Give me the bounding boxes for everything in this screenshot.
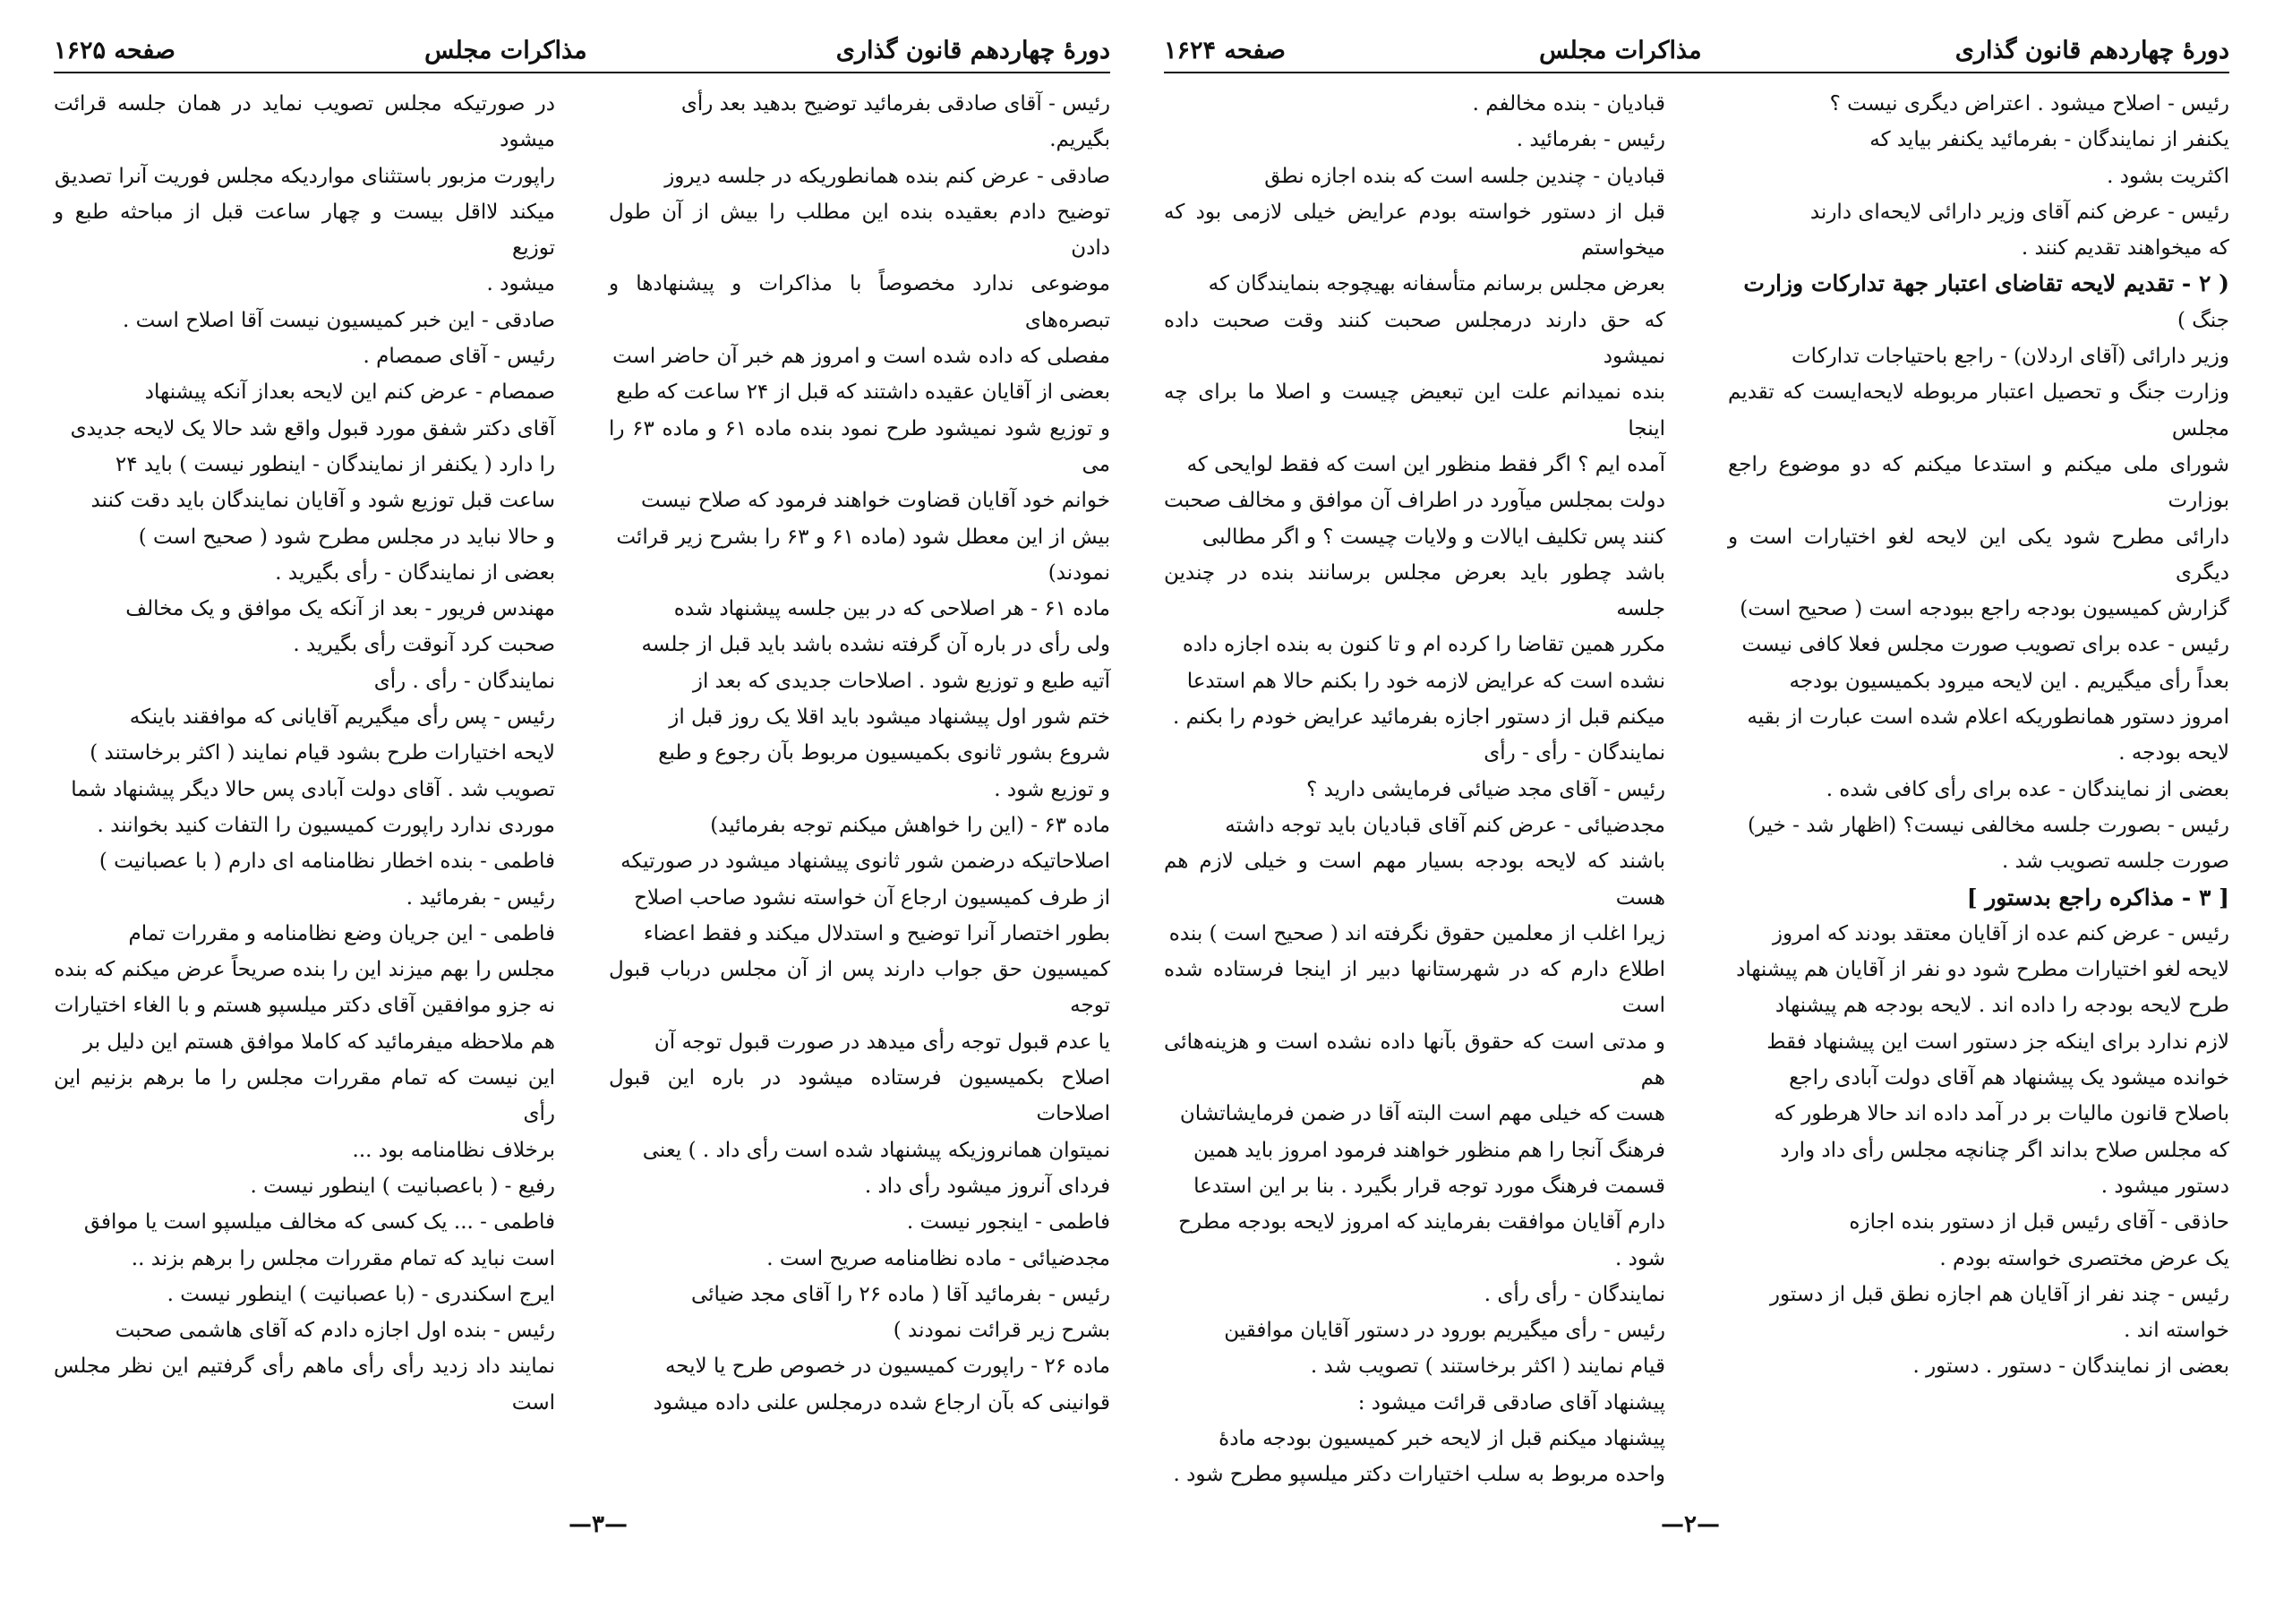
header-title: مذاکرات مجلس — [424, 36, 587, 64]
text-line: پیشنهاد آقای صادقی قرائت میشود : — [1357, 1390, 1665, 1415]
text-line: باشند که لایحه بودجه بسیار مهم است و خیلی لازم هم هست — [1164, 850, 1665, 910]
text-line: رئیس - بفرمائید . — [406, 885, 555, 910]
text-line: فاطمی - بنده اخطار نظامنامه ای دارم ( با عصبانیت ) — [98, 850, 555, 874]
text-line: صحبت کرد آنوقت رأی بگیرید . — [293, 633, 555, 657]
text-line: است نباید که تمام مقررات مجلس را برهم بزند .. — [131, 1246, 555, 1270]
text-line: بیش از این معطل شود (ماده ۶۱ و ۶۳ را بشرح زیر قرائت — [616, 525, 1110, 549]
text-line: گزارش کمیسیون بودجه راجع ببودجه است ( صحیح است) — [1740, 597, 2229, 621]
text-line: رئیس - عرض کنم آقای وزیر دارائی لایحه‌ای دارند — [1809, 200, 2229, 224]
text-line: باشد چطور باید بعرض مجلس برسانند بنده در چندین جلسه — [1164, 560, 1665, 621]
text-line: ولی رأی در باره آن گرفته نشده باشد باید قبل از جلسه — [641, 633, 1110, 657]
text-line: لایحه بودجه . — [2118, 741, 2229, 765]
text-line: که میخواهند تقدیم کنند . — [2021, 236, 2229, 261]
text-line: رئیس - پس رأی میگیریم آقایانی که موافقند باینکه — [129, 705, 555, 730]
text-line: بنده نمیدانم علت این تبعیض چیست و اصلا ما برای چه اینجا — [1164, 380, 1665, 440]
text-line: قبل از دستور خواسته بودم عرایض خیلی لازمی بود که میخواستم — [1164, 200, 1665, 261]
text-line: بعضی از نمایندگان - دستور . دستور . — [1912, 1355, 2229, 1379]
text-line: خوانده میشود یک پیشنهاد هم آقای دولت آبادی راجع — [1789, 1066, 2229, 1090]
text-line: این نیست که تمام مقررات مجلس را ما برهم بزنیم این رأی — [54, 1066, 555, 1126]
text-line: ماده ۶۳ - (این را خواهش میکنم توجه بفرمائید) — [710, 813, 1110, 837]
text-line: جنگ ) — [2177, 308, 2229, 332]
page-number: صفحه ۱۶۲۴ — [1164, 36, 1286, 64]
text-line: رئیس - بصورت جلسه مخالفی نیست؟ (اظهار شد - خیر) — [1748, 813, 2229, 837]
text-line: رئیس - بنده اول اجازه دادم که آقای هاشمی صحبت — [115, 1319, 555, 1343]
text-line: شروع بشور ثانوی بکمیسیون مربوط بآن رجوع و طبع — [658, 741, 1110, 765]
text-line: مجدضیائی - ماده نظامنامه صریح است . — [766, 1246, 1110, 1270]
text-line: و مدتی است که حقوق بآنها داده نشده است و هزینه‌هائی هم — [1164, 1030, 1665, 1090]
text-line: وزارت جنگ و تحصیل اعتبار مربوطه لایحه‌ایست که تقدیم مجلس — [1728, 380, 2229, 440]
text-line: بعداً رأی میگیریم . این لایحه میرود بکمیسیون بودجه — [1789, 669, 2229, 693]
text-line: زیرا اغلب از معلمین حقوق نگرفته اند ( صحیح است ) بنده — [1168, 921, 1665, 945]
text-line: صورت جلسه تصویب شد . — [2002, 850, 2229, 874]
text-line: یا عدم قبول توجه رأی میدهد در صورت قبول توجه آن — [654, 1030, 1110, 1054]
text-line: بعضی از نمایندگان - رأی بگیرید . — [275, 560, 555, 585]
text-line: دولت بمجلس میآورد در اطراف آن موافق و مخالف صحبت — [1164, 489, 1665, 513]
text-line: خواسته اند . — [2124, 1319, 2229, 1343]
text-line: واحده مربوط به سلب اختیارات دکتر میلسپو مطرح شود . — [1173, 1463, 1665, 1487]
text-line: ساعت قبل توزیع شود و آقایان نمایندگان باید دقت کنند — [90, 489, 555, 513]
text-line: یک عرض مختصری خواسته بودم . — [1939, 1246, 2229, 1270]
text-line: لازم ندارد برای اینکه جز دستور است این پیشنهاد فقط — [1766, 1030, 2229, 1054]
text-line: مجدضیائی - عرض کنم آقای قبادیان باید توجه داشته — [1225, 813, 1665, 837]
page-1625 — [54, 0, 1110, 1624]
text-line: نمیتوان همانروزیکه پیشنهاد شده است رأی داد . ) یعنی — [642, 1138, 1110, 1162]
text-line: که مجلس صلاح بداند اگر چنانچه مجلس رأی داد وارد — [1780, 1138, 2229, 1162]
text-line: قسمت فرهنگ مورد توجه قرار بگیرد . بنا بر این استدعا — [1193, 1174, 1665, 1198]
text-line: ایرج اسکندری - (با عصبانیت ) اینطور نیست . — [167, 1282, 555, 1306]
text-line: موردی ندارد راپورت کمیسیون را التفات کنید بخوانند . — [97, 813, 555, 837]
text-line: امروز دستور همانطوریکه اعلام شده است عبارت از بقیه — [1747, 705, 2229, 730]
text-line: برخلاف نظامنامه بود ... — [352, 1138, 555, 1162]
text-line: ماده ۲۶ - راپورت کمیسیون در خصوص طرح یا لایحه — [664, 1355, 1110, 1379]
text-line: نمایندگان - رأی رأی . — [1484, 1282, 1665, 1306]
text-line: فردای آنروز میشود رأی داد . — [864, 1174, 1110, 1198]
text-line: بعرض مجلس برسانم متأسفانه بهیچوجه بنمایندگان که — [1208, 272, 1665, 296]
text-line: نمایند داد زدید رأی رأی ماهم رأی گرفتیم این نظر مجلس است — [54, 1355, 555, 1415]
text-line: راپورت مزبور باستثنای مواردیکه مجلس فوریت آنرا تصدیق — [55, 164, 555, 188]
text-line: [ ۳ - مذاکره راجع بدستور ] — [1966, 884, 2229, 910]
text-line: تصویب شد . آقای دولت آبادی پس حالا دیگر پیشنهاد شما — [71, 777, 555, 801]
text-line: موضوعی ندارد مخصوصاً با مذاکرات و پیشنهادها و تبصره‌های — [609, 272, 1110, 332]
text-line: میکند لااقل بیست و چهار ساعت قبل از مباحثه طبع و توزیع — [54, 200, 555, 261]
text-line: طرح لایحه بودجه را داده اند . لایحه بودجه هم پیشنهاد — [1775, 994, 2229, 1018]
page-header — [54, 30, 1110, 70]
text-line: میکنم قبل از دستور اجازه بفرمائید عرایض خودم را بکنم . — [1173, 705, 1665, 730]
period-title: دورهٔ چهاردهم قانون گذاری — [835, 36, 1110, 64]
text-column-left — [54, 86, 555, 1421]
text-line: را دارد ( یکنفر از نمایندگان - اینطور نیست ) باید ۲۴ — [115, 452, 555, 476]
text-line: حاذقی - آقای رئیس قبل از دستور بنده اجازه — [1849, 1210, 2229, 1235]
text-line: رئیس - بفرمائید آقا ( ماده ۲۶ را آقای مجد ضیائی — [690, 1282, 1110, 1306]
text-line: نشده است که عرایض لازمه خود را بکنم حالا هم استدعا — [1186, 669, 1665, 693]
text-column-right — [609, 86, 1110, 1421]
text-line: ماده ۶۱ - هر اصلاحی که در بین جلسه پیشنهاد شده — [673, 597, 1110, 621]
text-line: نمودند) — [1048, 560, 1110, 585]
text-line: لایحه لغو اختیارات مطرح شود دو نفر از آقایان هم پیشنهاد — [1736, 958, 2229, 982]
text-line: رئیس - چند نفر از آقایان هم اجازه نطق قبل از دستور — [1769, 1282, 2229, 1306]
page-number: صفحه ۱۶۲۵ — [54, 36, 175, 64]
text-line: ( ۲ - تقدیم لایحه تقاضای اعتبار جهة تدارکات وزارت — [1743, 270, 2229, 297]
text-line: صادقی - این خبر کمیسیون نیست آقا اصلاح است . — [123, 308, 555, 332]
page-1624 — [1164, 0, 2229, 1624]
period-title: دورهٔ چهاردهم قانون گذاری — [1954, 36, 2229, 64]
text-line: رئیس - عرض کنم عده از آقایان معتقد بودند که امروز — [1772, 921, 2229, 945]
text-line: اصلاحاتیکه درضمن شور ثانوی پیشنهاد میشود در صورتیکه — [620, 850, 1110, 874]
text-line: مهندس فریور - بعد از آنکه یک موافق و یک مخالف — [125, 597, 555, 621]
text-line: باصلاح قانون مالیات بر در آمد داده اند حالا هرطور که — [1774, 1102, 2229, 1126]
text-line: مفصلی که داده شده است و امروز هم خبر آن حاضر است — [612, 345, 1110, 369]
text-line: صمصام - عرض کنم این لایحه بعداز آنکه پیشنهاد — [144, 380, 555, 405]
text-line: رئیس - رأی میگیریم بورود در دستور آقایان موافقین — [1224, 1319, 1665, 1343]
text-line: اصلاح بکمیسیون فرستاده میشود در باره این قبول اصلاحات — [609, 1066, 1110, 1126]
text-line: شود . — [1614, 1246, 1665, 1270]
text-line: قیام نمایند ( اکثر برخاستند ) تصویب شد . — [1310, 1355, 1665, 1379]
text-line: فرهنگ آنجا را هم منظور خواهند فرمود امروز باید همین — [1193, 1138, 1665, 1162]
text-line: دارائی مطرح شود یکی این لایحه لغو اختیارات است و دیگری — [1728, 525, 2229, 585]
text-line: اکثریت بشود . — [2107, 164, 2229, 188]
text-line: آمده ایم ؟ اگر فقط منظور این است که فقط لوایحی که — [1186, 452, 1665, 476]
text-line: رفیع - ( باعصبانیت ) اینطور نیست . — [250, 1174, 555, 1198]
text-line: فاطمی - اینجور نیست . — [906, 1210, 1110, 1235]
page-footer: —۲— — [1661, 1511, 1720, 1538]
text-line: نمایندگان - رأی . رأی — [373, 669, 555, 693]
text-line: صادقی - عرض کنم بنده همانطوریکه در جلسه دیروز — [664, 164, 1110, 188]
text-line: مکرر همین تقاضا را کرده ام و تا کنون به بنده اجازه داده — [1182, 633, 1665, 657]
text-line: رئیس - آقای صادقی بفرمائید توضیح بدهید بعد رأی — [680, 92, 1110, 115]
text-line: دارم آقایان موافقت بفرمایند که امروز لایحه بودجه مطرح — [1178, 1210, 1665, 1235]
text-line: که حق دارند درمجلس صحبت کنند وقت صحبت داده نمیشود — [1164, 308, 1665, 369]
text-line: قوانینی که بآن ارجاع شده درمجلس علنی داده میشود — [653, 1390, 1110, 1415]
header-title: مذاکرات مجلس — [1539, 36, 1702, 64]
text-line: وزیر دارائی (آقای اردلان) - راجع باحتیاجات تدارکات — [1792, 345, 2229, 369]
text-line: آقای دکتر شفق مورد قبول واقع شد حالا یک لایحه جدیدی — [70, 416, 555, 440]
text-line: بعضی از نمایندگان - عده برای رأی کافی شده . — [1826, 777, 2229, 801]
text-line: فاطمی - این جریان وضع نظامنامه و مقررات تمام — [128, 921, 555, 945]
text-line: کنند پس تکلیف ایالات و ولایات چیست ؟ و اگر مطالبی — [1202, 525, 1665, 549]
text-line: توضیح دادم بعقیده بنده این مطلب را بیش از آن طول دادن — [609, 200, 1110, 261]
text-column-right — [1728, 86, 2229, 1385]
text-line: قبادیان - بنده مخالفم . — [1472, 92, 1665, 115]
text-line: رئیس - آقای صمصام . — [363, 345, 555, 369]
text-line: بگیریم. — [1049, 128, 1110, 152]
text-line: و توزیع شود . — [994, 777, 1110, 801]
text-line: میشود . — [486, 272, 555, 296]
text-line: لایحه اختیارات طرح بشود قیام نمایند ( اکثر برخاستند ) — [90, 741, 555, 765]
text-line: هست که خیلی مهم است البته آقا در ضمن فرمایشاتشان — [1179, 1102, 1665, 1126]
text-line: خوانم خود آقایان قضاوت خواهند فرمود که صلاح نیست — [640, 489, 1110, 513]
text-line: هم ملاحظه میفرمائید که کاملا موافق هستم این دلیل بر — [83, 1030, 555, 1054]
text-line: ختم شور اول پیشنهاد میشود باید اقلا یک روز قبل از — [669, 705, 1110, 730]
text-line: پیشنهاد میکنم قبل از لایحه خبر کمیسیون بودجه مادهٔ — [1219, 1426, 1665, 1450]
text-line: رئیس - بفرمائید . — [1516, 128, 1665, 152]
text-line: بطور اختصار آنرا توضیح و استدلال میکند و فقط اعضاء — [643, 921, 1110, 945]
text-line: بشرح زیر قرائت نمودند ) — [893, 1319, 1110, 1343]
text-line: رئیس - اصلاح میشود . اعتراض دیگری نیست ؟ — [1829, 92, 2229, 115]
text-line: از طرف کمیسیون ارجاع آن خواسته نشود صاحب اصلاح — [634, 885, 1110, 910]
text-column-left — [1164, 86, 1665, 1493]
header-rule — [1164, 72, 2229, 73]
text-line: نمایندگان - رأی - رأی — [1484, 741, 1665, 765]
text-line: و توزیع شود نمیشود طرح نمود بنده ماده ۶۱ و ماده ۶۳ را می — [609, 416, 1110, 476]
text-line: نه جزو موافقین آقای دکتر میلسپو هستم و با الغاء اختیارات — [54, 994, 555, 1018]
header-rule — [54, 72, 1110, 73]
text-line: رئیس - آقای مجد ضیائی فرمایشی دارید ؟ — [1306, 777, 1665, 801]
text-line: شورای ملی میکنم و استدعا میکنم که دو موضوع راجع بوزارت — [1728, 452, 2229, 513]
text-line: کمیسیون حق جواب دارند پس از آن مجلس درباب قبول توجه — [609, 958, 1110, 1018]
text-line: فاطمی - ... یک کسی که مخالف میلسپو است یا موافق — [83, 1210, 555, 1235]
text-line: یکنفر از نمایندگان - بفرمائید یکنفر بیاید که — [1869, 128, 2229, 152]
text-line: قبادیان - چندین جلسه است که بنده اجازه نطق — [1264, 164, 1665, 188]
page-footer: —۳— — [569, 1511, 628, 1538]
text-line: رئیس - عده برای تصویب صورت مجلس فعلا کافی نیست — [1741, 633, 2229, 657]
text-line: بعضی از آقایان عقیده داشتند که قبل از ۲۴ ساعت که طبع — [616, 380, 1110, 405]
page-header — [1164, 30, 2229, 70]
text-line: اطلاع دارم که در شهرستانها دبیر از اینجا فرستاده شده است — [1164, 958, 1665, 1018]
text-line: مجلس را بهم میزند این را بنده صریحاً عرض میکنم که بنده — [54, 958, 555, 982]
text-line: در صورتیکه مجلس تصویب نماید در همان جلسه قرائت میشود — [54, 92, 555, 152]
text-line: و حالا نباید در مجلس مطرح شود ( صحیح است ) — [138, 525, 555, 549]
text-line: دستور میشود . — [2100, 1174, 2229, 1198]
text-line: آتیه طبع و توزیع شود . اصلاحات جدیدی که بعد از — [692, 669, 1110, 693]
